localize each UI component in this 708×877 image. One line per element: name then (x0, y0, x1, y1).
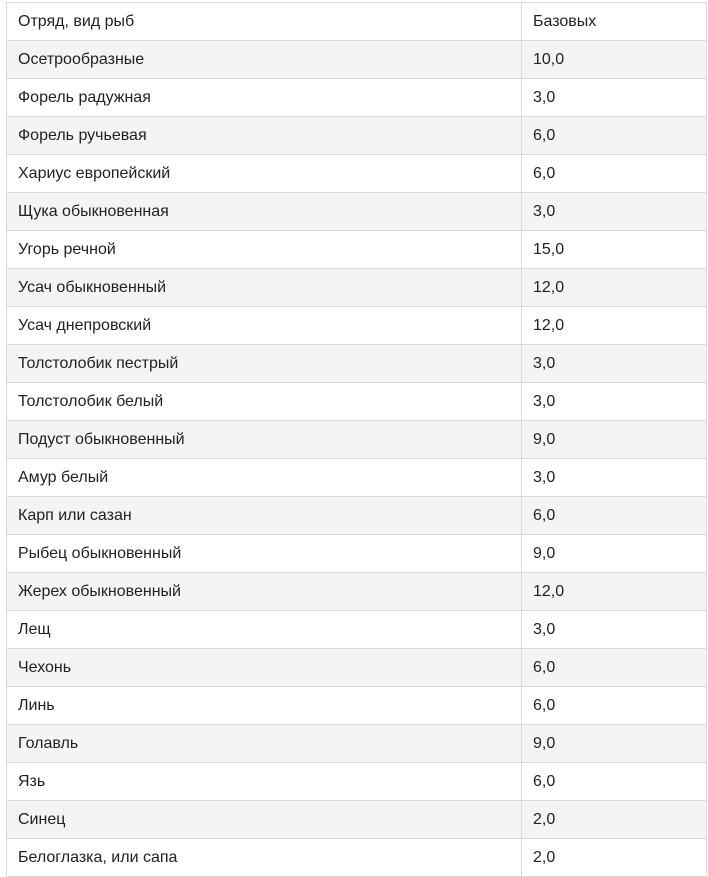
value-cell: 10,0 (522, 41, 707, 79)
fish-rates-table (6, 2, 707, 877)
table-row (7, 535, 707, 573)
species-cell: Белоглазка, или сапа (7, 839, 522, 877)
species-cell: Усач обыкновенный (7, 269, 522, 307)
species-cell: Голавль (7, 725, 522, 763)
table-row (7, 611, 707, 649)
value-cell: 6,0 (522, 687, 707, 725)
value-cell: 3,0 (522, 611, 707, 649)
table-row (7, 649, 707, 687)
value-cell: 6,0 (522, 649, 707, 687)
table-row (7, 839, 707, 877)
species-cell: Лещ (7, 611, 522, 649)
species-cell: Рыбец обыкновенный (7, 535, 522, 573)
table-row (7, 231, 707, 269)
value-cell: 3,0 (522, 345, 707, 383)
table-row (7, 725, 707, 763)
species-cell: Жерех обыкновенный (7, 573, 522, 611)
value-cell: 3,0 (522, 459, 707, 497)
species-cell: Синец (7, 801, 522, 839)
header-cell-base-units: Базовых (522, 3, 707, 41)
value-cell: 6,0 (522, 117, 707, 155)
value-cell: 9,0 (522, 535, 707, 573)
species-cell: Форель ручьевая (7, 117, 522, 155)
value-cell: 6,0 (522, 155, 707, 193)
table-row (7, 79, 707, 117)
table-row (7, 573, 707, 611)
species-cell: Щука обыкновенная (7, 193, 522, 231)
value-cell: 3,0 (522, 79, 707, 117)
value-cell: 12,0 (522, 269, 707, 307)
table-row (7, 307, 707, 345)
table-header-row (7, 3, 707, 41)
value-cell: 15,0 (522, 231, 707, 269)
value-cell: 2,0 (522, 801, 707, 839)
species-cell: Амур белый (7, 459, 522, 497)
value-cell: 9,0 (522, 725, 707, 763)
table-row (7, 41, 707, 79)
value-cell: 12,0 (522, 573, 707, 611)
value-cell: 2,0 (522, 839, 707, 877)
table-row (7, 383, 707, 421)
table-row (7, 459, 707, 497)
table-row (7, 763, 707, 801)
value-cell: 6,0 (522, 763, 707, 801)
table-row (7, 345, 707, 383)
species-cell: Толстолобик пестрый (7, 345, 522, 383)
species-cell: Усач днепровский (7, 307, 522, 345)
value-cell: 3,0 (522, 383, 707, 421)
table-row (7, 687, 707, 725)
fish-rates-table-container (6, 2, 706, 877)
species-cell: Угорь речной (7, 231, 522, 269)
header-cell-species: Отряд, вид рыб (7, 3, 522, 41)
value-cell: 12,0 (522, 307, 707, 345)
value-cell: 3,0 (522, 193, 707, 231)
value-cell: 9,0 (522, 421, 707, 459)
value-cell: 6,0 (522, 497, 707, 535)
table-row (7, 269, 707, 307)
species-cell: Карп или сазан (7, 497, 522, 535)
table-row (7, 193, 707, 231)
species-cell: Осетрообразные (7, 41, 522, 79)
species-cell: Подуст обыкновенный (7, 421, 522, 459)
species-cell: Чехонь (7, 649, 522, 687)
table-row (7, 801, 707, 839)
species-cell: Хариус европейский (7, 155, 522, 193)
table-row (7, 155, 707, 193)
species-cell: Форель радужная (7, 79, 522, 117)
species-cell: Язь (7, 763, 522, 801)
species-cell: Линь (7, 687, 522, 725)
species-cell: Толстолобик белый (7, 383, 522, 421)
table-row (7, 497, 707, 535)
table-row (7, 117, 707, 155)
table-row (7, 421, 707, 459)
